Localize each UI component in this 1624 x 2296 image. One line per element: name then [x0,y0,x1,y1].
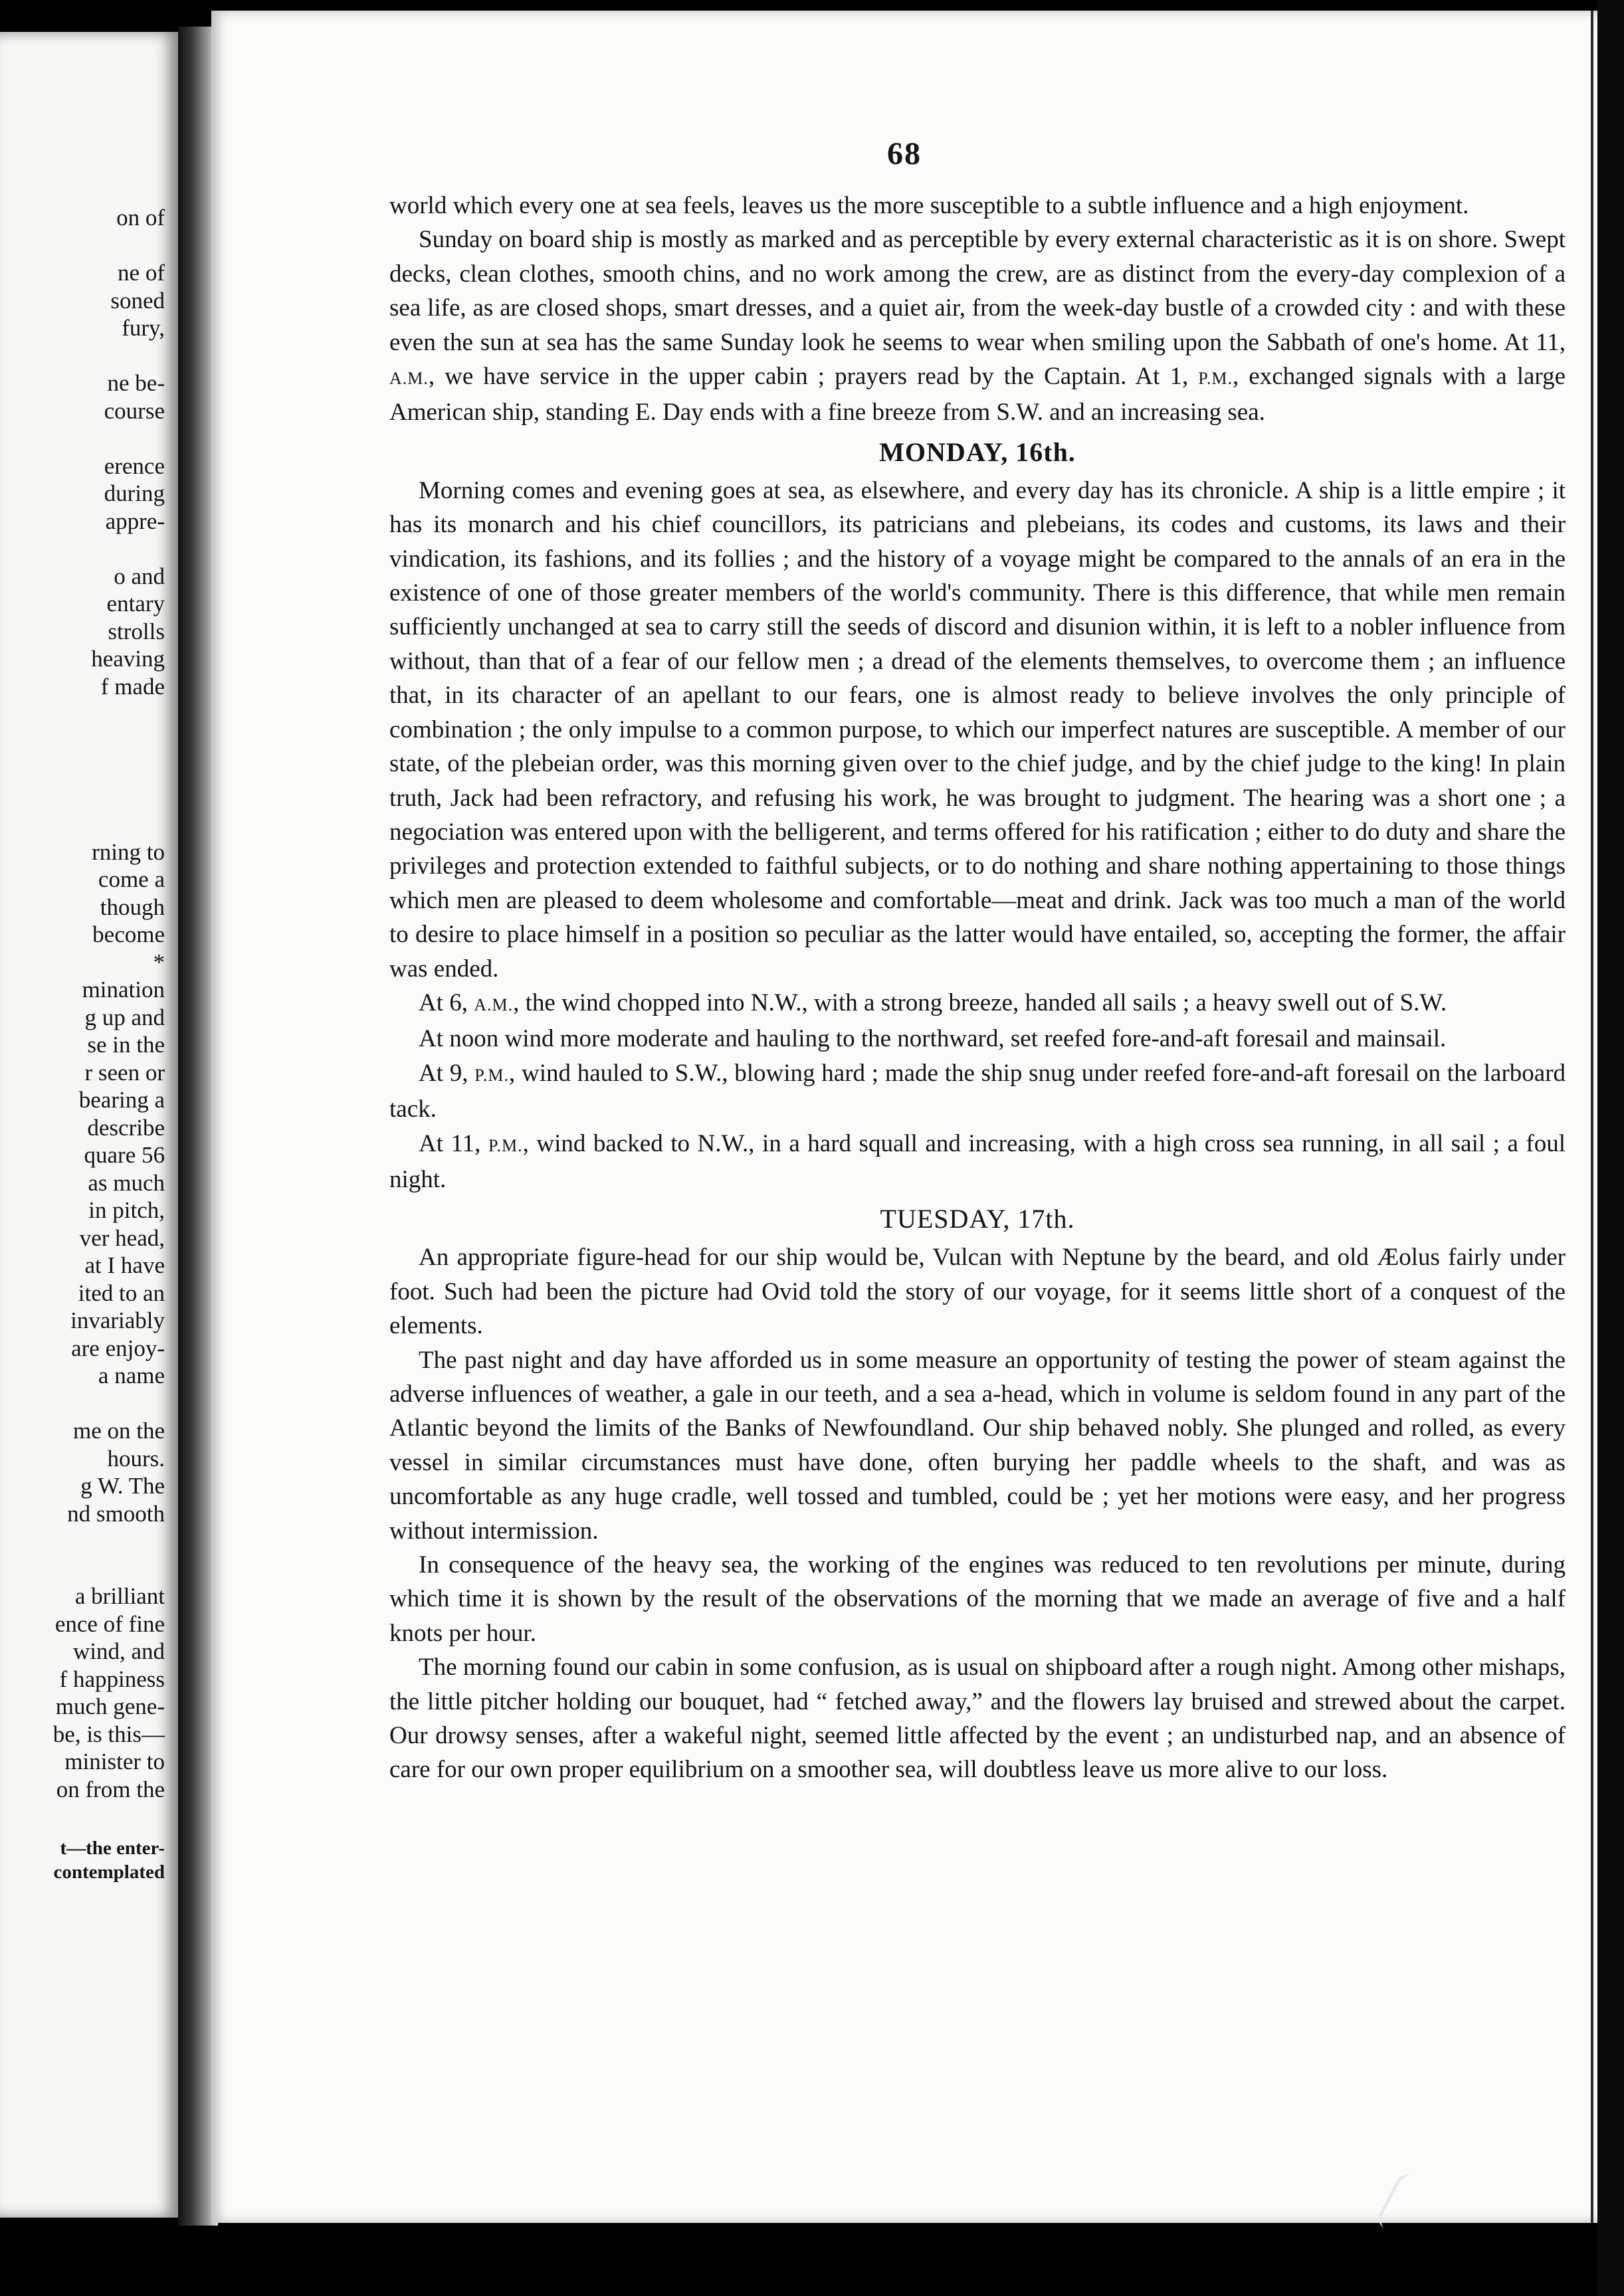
left-page-line: f made [100,673,165,700]
left-page-line: g W. The [80,1473,165,1499]
log-9pm-before: At 9, [419,1059,468,1087]
left-page-line: se in the [87,1032,165,1058]
monday-heading: MONDAY, 16th. [879,436,1076,467]
left-page-line: hours. [107,1445,165,1472]
page-number: 68 [887,136,922,171]
page-edge-line [1591,11,1593,2223]
left-page-line: soned [110,287,165,314]
left-page-footnote-line: contemplated [53,1862,165,1883]
left-page-line: a name [98,1363,165,1388]
scan-border [1597,0,1624,2296]
left-page-line: quare 56 [84,1142,165,1168]
log-6am-abbr: A.M. [474,995,514,1014]
left-page-line: are enjoy- [71,1335,165,1361]
log-9pm-abbr: P.M. [474,1065,509,1085]
left-page-line: nd smooth [67,1500,165,1527]
stray-pen-mark [1374,2170,1413,2229]
left-page-line: mination [82,977,165,1003]
log-11pm-after: , wind backed to N.W., in a hard squall and increasing, with a high cross sea running, in all sail ; a foul night. [389,1129,1566,1193]
log-6am-before: At 6, [419,989,468,1016]
left-page-line: entary [106,591,165,617]
left-page-line: fury, [122,315,165,341]
left-page-line: ne of [118,260,165,286]
log-entry-6am [389,986,1566,1022]
left-facing-page [0,32,178,2218]
left-page-line: during [104,480,165,506]
log-9pm-after: , wind hauled to S.W., blowing hard ; made the ship snug under reefed fore-and-aft foresail on the larboard tack. [389,1059,1566,1123]
left-page-line: at I have [84,1252,165,1278]
tuesday-paragraph-4: The morning found our cabin in some confusion, as is usual on shipboard after a rough night. Among other mishaps, the little pitcher holding our bouquet, had “ fetched away,” and the flowers lay bruised and strewed about the carpet. Our drowsy senses, after a wakeful night, seemed little affected by the event ; an undisturbed nap, and an absence of care for our own proper equilibrium on a smoother sea, will doubtless leave us more alive to our loss. [389,1654,1566,1784]
sunday-text-1: Sunday on board ship is mostly as marked and as perceptible by every external characteristic as it is on shore. Swept decks, clean clothes, smooth chins, and no work among the crew, are as distinct from the every-day complexion of a sea life, as are closed shops, smart dresses, and a quiet air, from the week-day bustle of a crowded city : and with these even the sun at sea has the same Sunday look he seems to wear when smiling upon the Sabbath of one's home. At 11, [389,226,1566,356]
am-abbreviation: A.M. [389,369,429,389]
left-page-line: ence of fine [54,1610,165,1637]
log-entry-11pm [389,1127,1566,1197]
left-page-line: minister to [64,1749,165,1774]
log-6am-after: , the wind chopped into N.W., with a strong breeze, handed all sails ; a heavy swell out of S.W. [513,989,1447,1016]
tuesday-heading: TUESDAY, 17th. [880,1204,1075,1234]
left-page-line: wind, and [72,1638,165,1664]
log-11pm-abbr: P.M. [488,1135,523,1155]
left-page-line: o and [114,563,165,589]
left-page-line: strolls [108,618,165,644]
left-page-line: much gene- [55,1693,165,1719]
pm-abbreviation: P.M. [1198,369,1233,389]
left-page-footnote-line: t—the enter- [60,1838,165,1859]
left-page-line: bearing a [78,1087,165,1113]
left-page-line: as much [88,1169,165,1196]
log-11pm-before: At 11, [419,1129,481,1157]
left-page-line: ited to an [78,1280,165,1306]
left-page-line: become [92,921,165,947]
sunday-text-3: , exchanged signals with a large American ship, standing E. Day ends with a fine breeze from S.W. and an increasing sea. [389,363,1566,427]
left-page-line: a brilliant [74,1583,165,1609]
left-page-line: * [153,949,165,975]
sunday-text-2: , we have service in the upper cabin ; prayers read by the Captain. At 1, [428,363,1189,391]
left-page-line: on of [116,205,165,231]
opening-paragraph: world which every one at sea feels, leaves us the more susceptible to a subtle influence and a high enjoyment. [389,192,1469,219]
left-page-line: ver head, [79,1224,165,1251]
left-page-line: rning to [92,838,165,865]
book-page [211,11,1597,2223]
left-page-line: come a [98,866,165,892]
left-page-line: describe [87,1114,165,1141]
left-page-line: course [104,397,165,424]
monday-paragraph: Morning comes and evening goes at sea, as elsewhere, and every day has its chronicle. A ship is a little empire ; it has its monarch and his chief councillors, its patricians and plebeians, its codes and customs, its laws and their vindication, its fashions, and its follies ; and the history of a voyage might be compared to the annals of an era in the existence of one of those greater members of the world's community. There is this difference, that while men remain sufficiently unchanged at sea to carry still the seeds of discord and disunion within, it is left to a nobler influence from without, than that of a fear of our fellow men ; a dread of the elements themselves, to overcome them ; an influence that, in its character of an apellant to our fears, one is almost ready to believe involves the only principle of combination ; the only impulse to a common purpose, to which our imperfect natures are susceptible. A member of our state, of the plebeian order, was this morning given over to the chief judge, and by the chief judge to the king! In plain truth, Jack had been refractory, and refusing his work, he was brought to judgment. The hearing was a short one ; a negociation was entered upon with the belligerent, and terms offered for his ratification ; either to do duty and share the privileges and protection extended to faithful subjects, or to do nothing and share nothing appertaining to those things which men are pleased to deem wholesome and comfortable—meat and drink. Jack was too much a man of the world to desire to place himself in a position so peculiar as the latter would have entailed, so, accepting the former, the affair was ended. [389,476,1566,983]
tuesday-paragraph-2: The past night and day have afforded us in some measure an opportunity of testing the power of steam against the adverse influences of weather, a gale in our teeth, and a sea a-head, which in volume is seldom found in any part of the Atlantic beyond the limits of the Banks of Newfoundland. Our ship behaved nobly. She plunged and rolled, as every vessel in similar circumstances must have done, often burying her paddle wheels to the shaft, and was as uncomfortable as any huge cradle, well tossed and tumbled, could be ; yet her motions were easy, and her progress without intermission. [389,1346,1566,1545]
log-entry-noon: At noon wind more moderate and hauling to the northward, set reefed fore-and-aft foresail and mainsail. [419,1025,1447,1053]
log-entry-9pm [389,1056,1566,1127]
left-page-line: though [100,894,165,920]
tuesday-paragraph-3: In consequence of the heavy sea, the working of the engines was reduced to ten revolutions per minute, during which time it is shown by the result of the observations of the morning that we made an average of five and a half knots per hour. [389,1551,1566,1647]
left-page-line: heaving [91,646,165,672]
left-page-line: appre- [105,508,165,534]
page-text [389,189,1566,1787]
left-page-line: erence [104,452,165,479]
tuesday-paragraph-1: An appropriate figure-head for our ship would be, Vulcan with Neptune by the beard, and old Æolus fairly under foot. Such had been the picture had Ovid told the story of our voyage, for it seems little short of a conquest of the elements. [389,1244,1566,1340]
left-page-line: me on the [72,1418,165,1444]
sunday-paragraph [389,223,1566,429]
left-page-line: r seen or [84,1059,165,1086]
left-page-line: invariably [70,1307,165,1333]
left-page-line: f happiness [59,1666,165,1692]
left-page-line: in pitch, [88,1197,165,1223]
left-page-line: on from the [56,1776,165,1802]
left-page-line: be, is this— [52,1721,165,1747]
left-page-line: ne be- [107,370,165,396]
left-page-line: g up and [84,1004,165,1030]
